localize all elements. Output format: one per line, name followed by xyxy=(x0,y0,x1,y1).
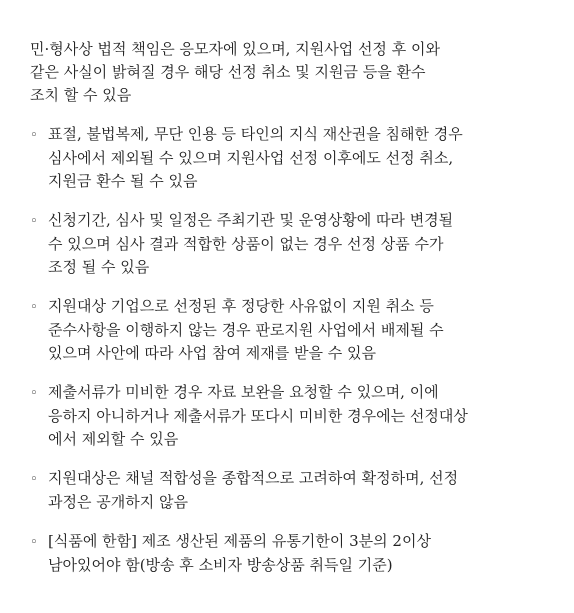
notice-line: 에서 제외할 수 있음 xyxy=(48,430,179,448)
notice-line: 심사에서 제외될 수 있으며 지원사업 선정 이후에도 선정 취소, xyxy=(48,149,454,167)
notice-paragraph-0 xyxy=(30,38,560,107)
notice-line: 남아있어야 함(방송 후 소비자 방송상품 취득일 기준) xyxy=(48,556,393,574)
bullet-icon: ◦ xyxy=(30,535,38,550)
notice-line xyxy=(30,209,560,233)
bullet-icon: ◦ xyxy=(30,472,38,487)
notice-item-schedule xyxy=(30,209,560,279)
notice-line xyxy=(30,123,560,147)
bullet-icon: ◦ xyxy=(30,386,38,401)
notice-line: 조정 될 수 있음 xyxy=(48,258,150,276)
notice-item-selection xyxy=(30,467,560,514)
notice-line: 같은 사실이 밝혀질 경우 해당 선정 취소 및 지원금 등을 환수 xyxy=(30,63,426,81)
notice-line-text: 표절, 불법복제, 무단 인용 등 타인의 지식 재산권을 침해한 경우 xyxy=(48,125,463,143)
notice-item-plagiarism xyxy=(30,123,560,193)
notice-line: 과정은 공개하지 않음 xyxy=(48,493,188,511)
notice-line xyxy=(30,381,560,405)
notice-item-compliance xyxy=(30,295,560,365)
notice-line-text: 지원대상은 채널 적합성을 종합적으로 고려하여 확정하며, 선정 xyxy=(48,469,459,487)
notice-line: 준수사항을 이행하지 않는 경우 판로지원 사업에서 배제될 수 xyxy=(48,321,444,339)
bullet-icon: ◦ xyxy=(30,128,38,143)
notice-line xyxy=(30,530,560,554)
notice-document xyxy=(30,38,560,577)
notice-line-text: 신청기간, 심사 및 일정은 주최기관 및 운영상황에 따라 변경될 xyxy=(48,211,454,229)
notice-item-food-expiry xyxy=(30,530,560,577)
notice-line-text: 지원대상 기업으로 선정된 후 정당한 사유없이 지원 취소 등 xyxy=(48,297,434,315)
notice-item-documents xyxy=(30,381,560,451)
notice-line: 응하지 아니하거나 제출서류가 또다시 미비한 경우에는 선정대상 xyxy=(48,407,468,425)
notice-line: 조치 할 수 있음 xyxy=(30,86,132,104)
notice-line xyxy=(30,295,560,319)
bullet-icon: ◦ xyxy=(30,300,38,315)
notice-line xyxy=(30,467,560,491)
notice-line-text: 제출서류가 미비한 경우 자료 보완을 요청할 수 있으며, 이에 xyxy=(48,383,439,401)
notice-line-text: [식품에 한함] 제조 생산된 제품의 유통기한이 3분의 2이상 xyxy=(48,532,431,550)
bullet-icon: ◦ xyxy=(30,214,38,229)
notice-line: 지원금 환수 될 수 있음 xyxy=(48,172,198,190)
notice-line: 수 있으며 심사 결과 적합한 상품이 없는 경우 선정 상품 수가 xyxy=(48,235,444,253)
notice-line: 있으며 사안에 따라 사업 참여 제재를 받을 수 있음 xyxy=(48,344,376,362)
notice-line: 민·형사상 법적 책임은 응모자에 있으며, 지원사업 선정 후 이와 xyxy=(30,40,440,58)
